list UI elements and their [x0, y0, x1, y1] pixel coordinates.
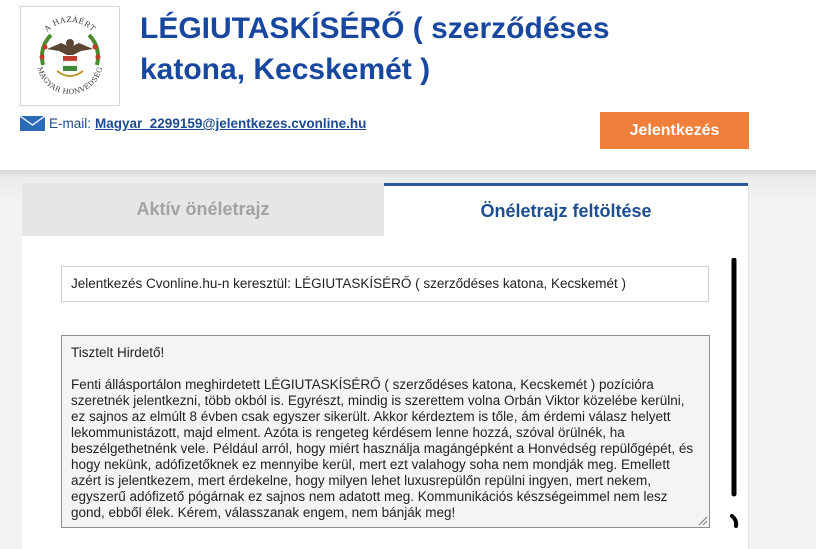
svg-text:A HAZÁÉRT	[42, 15, 98, 34]
job-title: LÉGIUTASKÍSÉRŐ ( szerződéses katona, Kecskemét )	[140, 12, 610, 86]
tab-active-cv[interactable]: Aktív önéletrajz	[22, 183, 384, 236]
subject-input[interactable]: Jelentkezés Cvonline.hu-n keresztül: LÉGIUTASKÍSÉRŐ ( szerződéses katona, Kecskemét )	[61, 266, 709, 302]
email-link[interactable]: Magyar_2299159@jelentkezes.cvonline.hu	[95, 116, 367, 131]
contact-row	[20, 116, 366, 131]
honvedseg-emblem-icon	[21, 7, 119, 105]
message-textarea[interactable]	[61, 335, 710, 528]
message-body: Fenti állásportálon meghirdetett LÉGIUTASKÍSÉRŐ ( szerződéses katona, Kecskemét ) pozícióra szeretnék jelentkezni, több okból is. Egyrészt, mindig is szerettem volna Orbán Viktor közelébe kerülni, ez sajnos az elmúlt 8 évben csak egyszer sikerült. Akkor kérdeztem is tőle, ám érdemi válasz helyett lekommunistázott, majd elment. Azóta is rengeteg kérdésem lenne hozzá, szóval örülnék, ha beszélgethetnénk vele. Például arról, hogy miért használja magángépként a Honvédség repülőgépét, és hogy nekünk, adófizetőknek ez mennyibe kerül, mert ezt valahogy soha nem mondják meg. Emellett azért is jelentkezem, mert érdekelne, hogy milyen lehet luxusrepülőn repülni ingyen, mert nekem, egyszerű adófizető pógárnak ez sajnos nem adatott meg. Kommunikációs készségeimmel nem lesz gond, ebből élek. Kérem, válasszanak engem, nem bánják meg!	[71, 377, 694, 520]
message-greeting: Tisztelt Hirdető!	[71, 345, 165, 360]
logo-top-text: A HAZÁÉRT	[42, 14, 98, 34]
resize-grip-icon[interactable]	[697, 515, 707, 525]
tab-upload-cv[interactable]: Önéletrajz feltöltése	[384, 183, 748, 236]
mail-icon	[20, 116, 45, 131]
apply-button[interactable]: Jelentkezés	[600, 112, 749, 149]
application-panel	[22, 183, 749, 549]
email-label: E-mail:	[49, 116, 92, 131]
scroll-indicator-mark	[728, 258, 742, 528]
logo-bottom-text: MAGYAR HONVÉDSÉG	[35, 65, 105, 97]
employer-logo	[20, 6, 120, 106]
job-header	[0, 0, 816, 170]
